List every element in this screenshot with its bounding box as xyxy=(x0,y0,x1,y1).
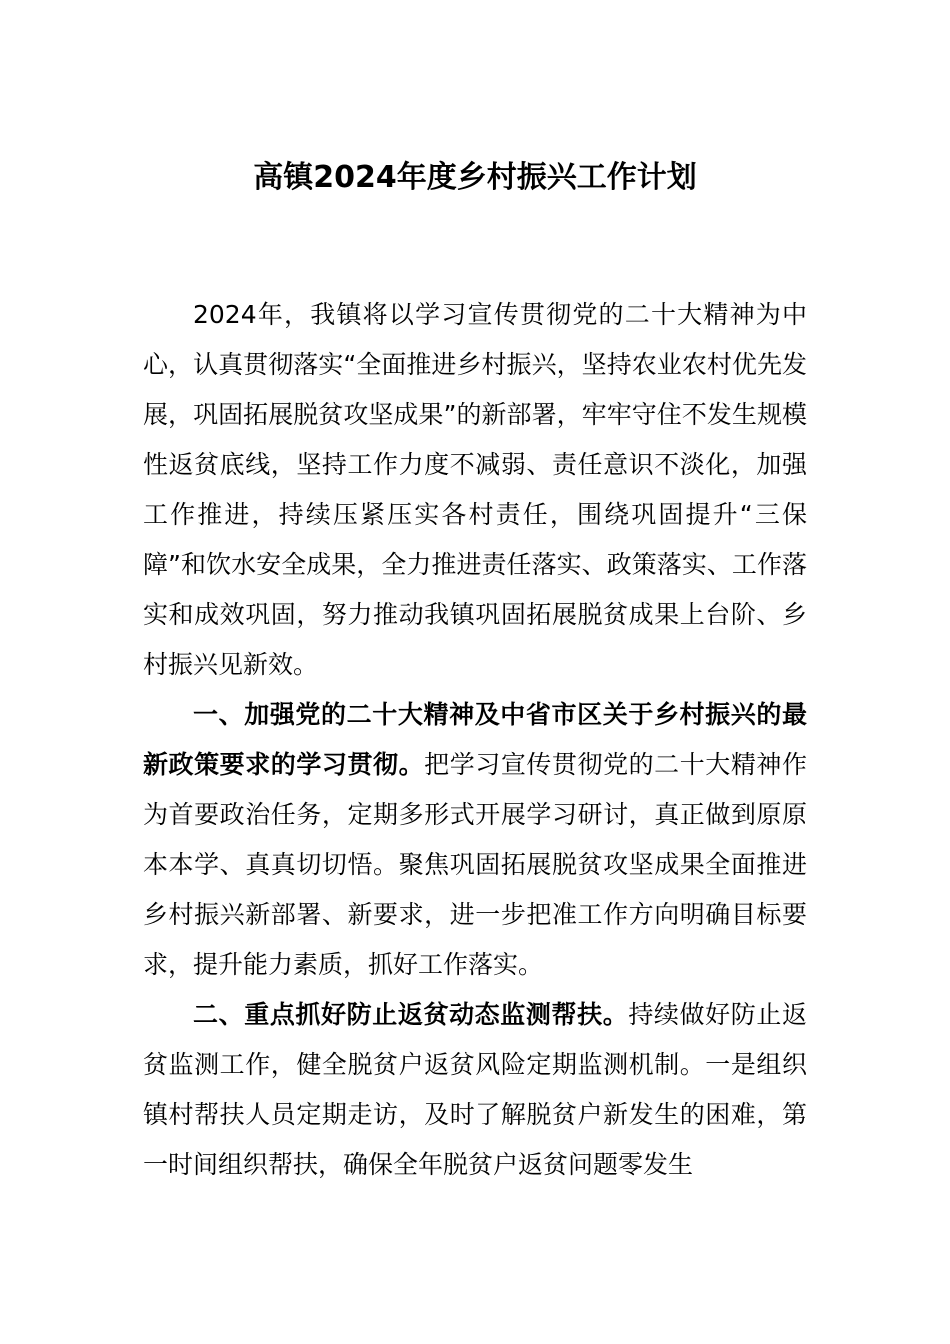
paragraph-heading: 二、重点抓好防止返贫动态监测帮扶。 xyxy=(193,1000,629,1029)
paragraph-text: 把学习宣传贯彻党的二十大精神作为首要政治任务，定期多形式开展学习研讨，真正做到原原本本学、真真切切悟。聚焦巩固拓展脱贫攻坚成果全面推进乡村振兴新部署、新要求，进一步把准工作方向明确目标要求，提升能力素质，抓好工作落实。 xyxy=(143,750,807,979)
paragraph-intro xyxy=(143,290,807,690)
paragraph-section-1 xyxy=(143,690,807,990)
paragraph-heading: 一、加强党的二十大精神及中省市区关于乡村振兴的最新政策要求的学习贯彻。 xyxy=(143,700,807,779)
document-body xyxy=(143,290,807,1190)
paragraph-section-2 xyxy=(143,990,807,1190)
paragraph-text: 持续做好防止返贫监测工作，健全脱贫户返贫风险定期监测机制。一是组织镇村帮扶人员定期走访，及时了解脱贫户新发生的困难，第一时间组织帮扶，确保全年脱贫户返贫问题零发生 xyxy=(143,1000,807,1179)
document-title: 高镇2024年度乡村振兴工作计划 xyxy=(253,160,697,195)
paragraph-text: 2024年，我镇将以学习宣传贯彻党的二十大精神为中心，认真贯彻落实“全面推进乡村振兴，坚持农业农村优先发展，巩固拓展脱贫攻坚成果”的新部署，牢牢守住不发生规模性返贫底线，坚持工作力度不减弱、责任意识不淡化，加强工作推进，持续压紧压实各村责任，围绕巩固提升“三保障”和饮水安全成果，全力推进责任落实、政策落实、工作落实和成效巩固，努力推动我镇巩固拓展脱贫成果上台阶、乡村振兴见新效。 xyxy=(143,300,807,679)
